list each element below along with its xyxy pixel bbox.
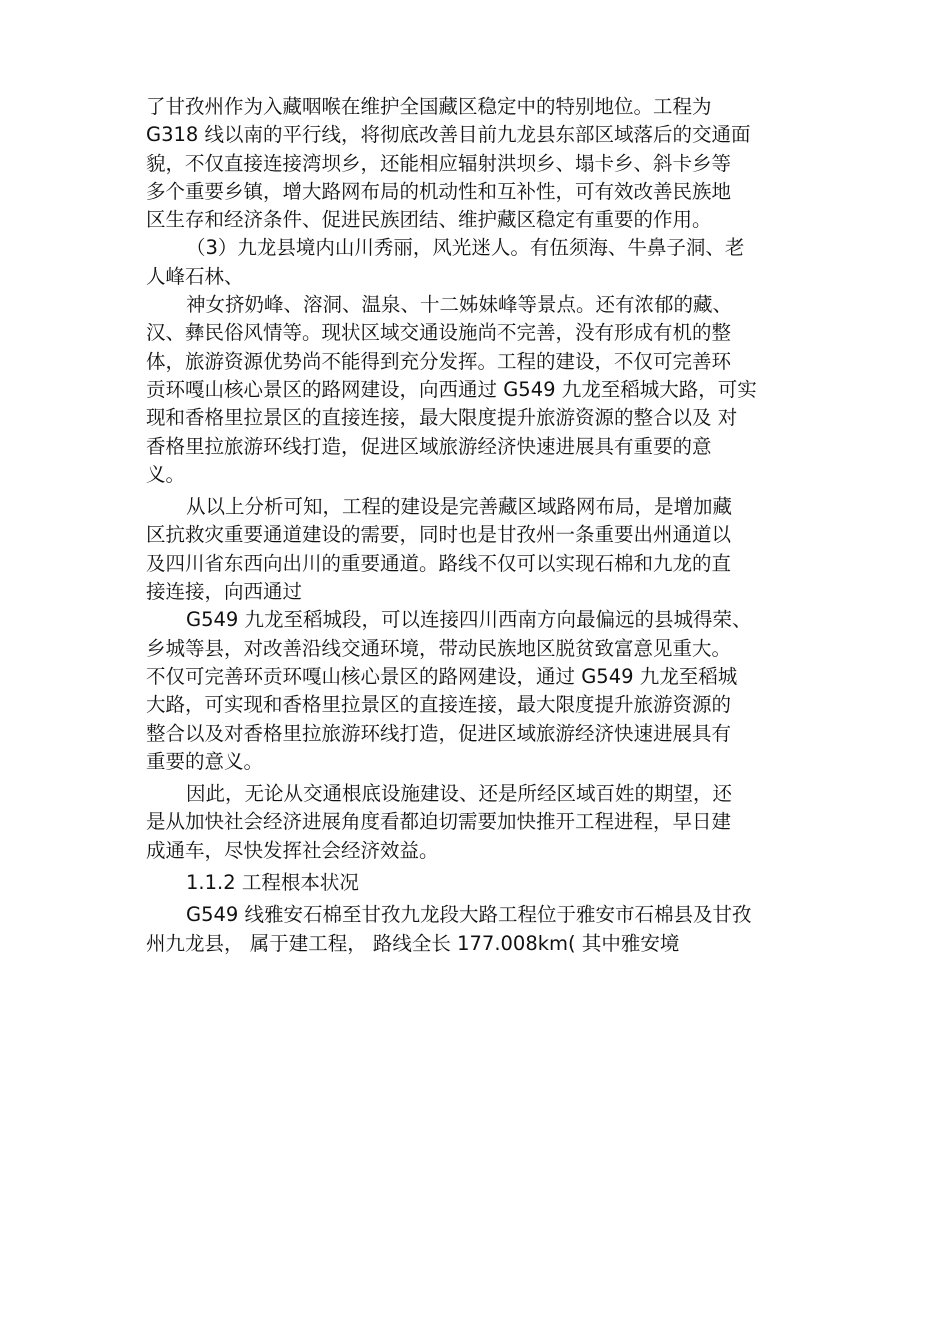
text-line: 是从加快社会经济进展角度看都迫切需要加快推开工程进程，早日建 xyxy=(146,810,732,834)
text-line: 从以上分析可知，工程的建设是完善藏区域路网布局，是增加藏 xyxy=(186,495,733,519)
text-line: G549 线雅安石棉至甘孜九龙段大路工程位于雅安市石棉县及甘孜 xyxy=(186,903,752,927)
text-line: 了甘孜州作为入藏咽喉在维护全国藏区稳定中的特别地位。工程为 xyxy=(146,95,712,118)
text-line: 体，旅游资源优势尚不能得到充分发挥。工程的建设，不仅可完善环 xyxy=(146,349,732,373)
text-line: 大路，可实现和香格里拉景区的直接连接，最大限度提升旅游资源的 xyxy=(146,693,732,717)
text-line: G549 九龙至稻城段，可以连接四川西南方向最偏远的县城得荣、 xyxy=(186,608,752,632)
text-line: 人峰石林、 xyxy=(146,264,244,288)
text-line: 贡环嘎山核心景区的路网建设，向西通过 G549 九龙至稻城大路，可实 xyxy=(146,377,757,401)
section-heading: 1.1.2 工程根本状况 xyxy=(186,871,359,895)
text-line: （3）九龙县境内山川秀丽，风光迷人。有伍须海、牛鼻子洞、老 xyxy=(186,236,745,260)
text-line: 汉、彝民俗风情等。现状区域交通设施尚不完善，没有形成有机的整 xyxy=(146,321,732,345)
text-line: 貌，不仅直接连接湾坝乡，还能相应辐射洪坝乡、塌卡乡、斜卡乡等 xyxy=(146,151,732,175)
text-line: 及四川省东西向出川的重要通道。路线不仅可以实现石棉和九龙的直 xyxy=(146,551,732,575)
text-line: 神女挤奶峰、溶洞、温泉、十二姊妹峰等景点。还有浓郁的藏、 xyxy=(186,293,733,317)
text-line: 义。 xyxy=(146,462,186,486)
text-line: 整合以及对香格里拉旅游环线打造，促进区域旅游经济快速进展具有 xyxy=(146,721,732,745)
text-line: 区生存和经济条件、促进民族团结、维护藏区稳定有重要的作用。 xyxy=(146,208,712,232)
text-line: 现和香格里拉景区的直接连接，最大限度提升旅游资源的整合以及 对 xyxy=(146,406,738,430)
text-line: G318 线以南的平行线，将彻底改善目前九龙县东部区域落后的交通面 xyxy=(146,123,751,147)
text-line: 因此，无论从交通根底设施建设、还是所经区域百姓的期望，还 xyxy=(186,782,733,806)
text-line: 多个重要乡镇，增大路网布局的机动性和互补性，可有效改善民族地 xyxy=(146,179,732,203)
text-line: 成通车，尽快发挥社会经济效益。 xyxy=(146,838,439,862)
text-line: 不仅可完善环贡环嘎山核心景区的路网建设，通过 G549 九龙至稻城 xyxy=(146,664,738,688)
text-line: 接连接，向西通过 xyxy=(146,580,303,604)
body-text xyxy=(146,93,816,958)
text-line: 州九龙县， 属于建工程， 路线全长 177.008km( 其中雅安境 xyxy=(146,931,680,955)
text-line: 香格里拉旅游环线打造，促进区域旅游经济快速进展具有重要的意 xyxy=(146,434,712,458)
text-line: 重要的意义。 xyxy=(146,749,264,773)
text-line: 区抗救灾重要通道建设的需要，同时也是甘孜州一条重要出州通道以 xyxy=(146,523,732,547)
text-line: 乡城等县，对改善沿线交通环境，带动民族地区脱贫致富意见重大。 xyxy=(146,636,732,660)
